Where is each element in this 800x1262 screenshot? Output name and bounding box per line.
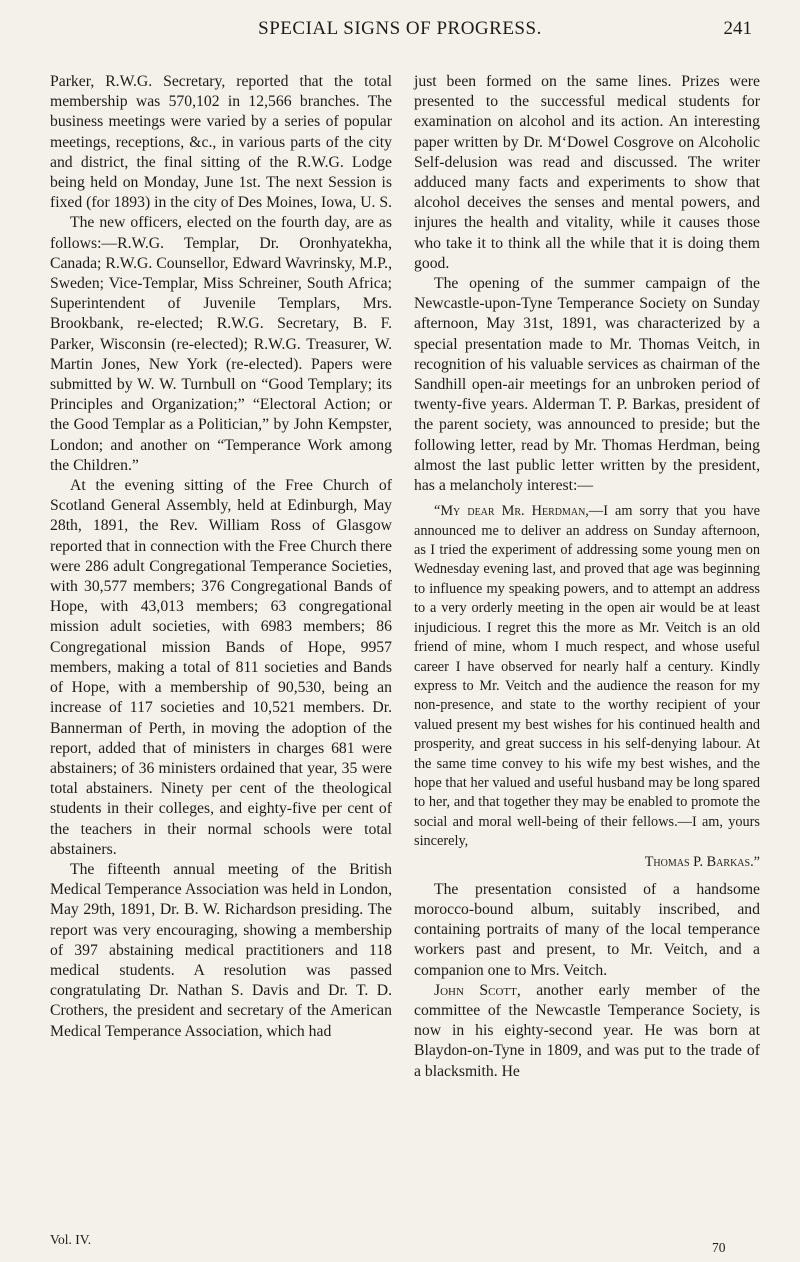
quoted-letter (414, 502, 760, 872)
letter-text: —I am sorry that you have announced me to deliver an address on Sunday afternoon, as I tried the experiment of addressing some young men on Wednesday evening last, and proved that age was beginning to influence my speaking powers, and to attempt an address to a very orderly meeting in the open air would be at least injudicious. I regret this the more as Mr. Veitch is an old friend of mine, whom I much respect, and whose useful career I have observed for nearly half a century. Kindly express to Mr. Veitch and the audience the reason for my non-presence, and state to the worthy recipient of your valued present my best wishes for his continued health and prosperity, and great success in his self-denying labour. At the same time convey to his wife my best wishes, and the hope that her valued and useful husband may be long spared to her, and that together they may be enabled to promote the social and moral well-being of their fellows.—I am, yours sincerely, (414, 503, 760, 850)
paragraph: Parker, R.W.G. Secretary, reported that the total membership was 570,102 in 12,566 branches. The business meetings were varied by a series of popular meetings, receptions, &c., in various parts of the city and district, the final sitting of the R.W.G. Lodge being held on Monday, June 1st. The next Session is fixed (for 1893) in the city of Des Moines, Iowa, U. S. (50, 73, 393, 212)
letter-signature-line (414, 852, 760, 872)
paragraph: The opening of the summer campaign of the Newcastle-upon-Tyne Temperance Society on Sunday afternoon, May 31st, 1891, was characterized by a special presentation made to Mr. Thomas Veitch, in recognition of his valuable services as chairman of the Sandhill open-air meetings for an unbroken period of twenty-five years. Alderman T. P. Barkas, president of the parent society, was announced to preside; but the following letter, read by Mr. Thomas Herdman, being almost the last public letter written by the president, has a melancholy interest:— (414, 275, 760, 495)
paragraph: The presentation consisted of a handsome morocco-bound album, suitably inscribed, and containing portraits of many of the local temperance workers past and present, to Mr. Veitch, and a companion one to Mrs. Veitch. (414, 880, 760, 979)
left-column (50, 72, 392, 1042)
running-title: SPECIAL SIGNS OF PROGRESS. (258, 18, 542, 39)
paragraph: At the evening sitting of the Free Church of Scotland General Assembly, held at Edinburgh, May 28th, 1891, the Rev. William Ross of Glasgow reported that in connection with the Free Church there were 286 adult Congregational Temperance Societies, with 30,577 members; 376 Congregational Bands of Hope, with 43,013 members; 63 congregational mission adult societies, with 6983 members; 86 Congregational mission Bands of Hope, 9957 members, making a total of 811 societies and Bands of Hope, with a membership of 90,530, being an increase of 117 societies and 10,521 members. Dr. Bannerman of Perth, in moving the adoption of the report, added that of ministers in charges 681 were abstainers; of 36 ministers ordained that year, 35 were total abstainers. Ninety per cent of the theological students in their colleges, and eighty-five per cent of the teachers in their normal schools were total abstainers. (50, 477, 392, 858)
letter-signature: Thomas P. Barkas.” (644, 853, 760, 870)
paragraph: The new officers, elected on the fourth day, are as follows:—R.W.G. Templar, Dr. Oronhyatekha, Canada; R.W.G. Counsellor, Edward Wavrinsky, M.P., Sweden; Vice-Templar, Miss Schreiner, South Africa; Superintendent of Juvenile Templars, Mrs. Brookbank, re-elected; R.W.G. Secretary, B. F. Parker, Wisconsin (re-elected); R.W.G. Treasurer, W. Martin Jones, New York (re-elected). Papers were submitted by W. W. Turnbull on “Good Templary; its Principles and Organization;” “Electoral Action; or the Good Templar as a Politician,” by John Kempster, London; and another on “Temperance Work among the Children.” (50, 214, 392, 474)
name-lead: John Scott, (434, 981, 521, 999)
paragraph: The fifteenth annual meeting of the British Medical Temperance Association was held in London, May 29th, 1891, Dr. B. W. Richardson presiding. The report was very encouraging, showing a membership of 397 abstaining medical practitioners and 118 medical students. A resolution was passed congratulating Dr. Nathan S. Davis and Dr. T. D. Crothers, the president and secretary of the American Medical Temperance Association, which had (50, 860, 392, 1040)
letter-body (414, 502, 760, 851)
paragraph (414, 981, 760, 1082)
page-number: 241 (723, 18, 752, 39)
page-header (0, 14, 800, 44)
paragraph: just been formed on the same lines. Prizes were presented to the successful medical students for examination on alcohol and its action. An interesting paper written by Dr. M‘Dowel Cosgrove on Alcoholic Self-delusion was read and discussed. The writer adduced many facts and experiments to show that alcohol deceives the senses and mental powers, and injures the health and vitality, while it causes those who take it to think all the while that it is doing them good. (414, 73, 760, 272)
letter-salutation: “My dear Mr. Herdman, (434, 503, 589, 520)
volume-mark: Vol. IV. (50, 1232, 92, 1247)
signature-mark: 70 (712, 1240, 726, 1255)
paragraph-text: another early member of the committee of the Newcastle Temperance Society, is now in his eighty-second year. He was born at Blaydon-on-Tyne in 1809, and was put to the trade of a blacksmith. He (414, 981, 760, 1080)
right-column (414, 72, 760, 1082)
